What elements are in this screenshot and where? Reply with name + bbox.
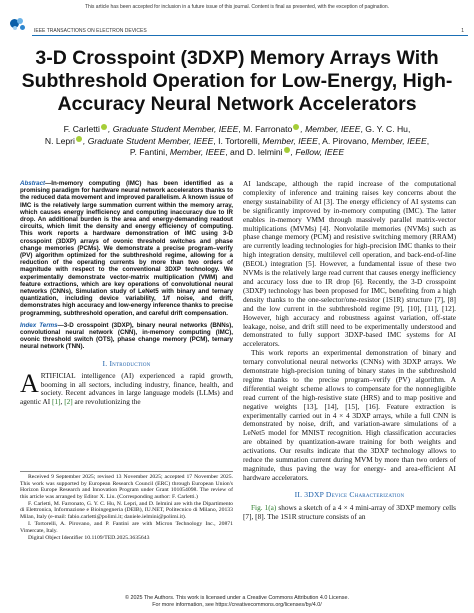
author-name: P. Fantini, — [129, 147, 170, 157]
author-name: , I. Tortorelli, — [213, 135, 263, 146]
left-column — [20, 180, 233, 407]
intro-text: intelligence (AI) experienced a rapid growth, booming in all sectors, including industry, finance, health, and society. Recent advances in large language models (LLMs) and agentic AI — [20, 370, 233, 407]
paragraph: This work reports an experimental demonstration of binary and ternary convolutional neural networks (CNNs) with 3DXP arrays. We demonstrate high-precision tuning of binary states in the subthreshold regime thanks to the precise program–verify (PV) algorithm. A differential weight scheme allows to compensate for the nonnegligible read current of the high-resistive state (HRS) and to map positive and negative weights [13], [14], [15], [16]. Feature extraction is experimentally carried out in 4 × 4 3DXP arrays, while a full CNN is demonstrated by noise, drift, and variation-aware simulations of a LeNet5 model for MNIST recognition. High classification accuracies are obtained by quantization-aware training for both weights and activations. Our results indicate that the 3DXP technology allows to reduce the summation current during MVM by more than two orders of magnitude, thus paving the way for energy- and area-efficient AI hardware accelerators. — [243, 348, 456, 482]
footnote-doi: Digital Object Identifier 10.1109/TED.2025.3635643 — [28, 534, 150, 541]
index-terms — [20, 322, 233, 351]
citation-link[interactable]: [2] — [64, 397, 73, 407]
figure-link[interactable]: Fig. 1(a) — [251, 502, 277, 512]
index-terms-label: Index Terms — [20, 321, 58, 329]
journal-header — [10, 17, 468, 39]
license-line: © 2025 The Authors. This work is licensed under a Creative Commons Attribution 4.0 License. — [124, 595, 349, 601]
orcid-icon[interactable] — [293, 124, 299, 130]
abstract-label: Abstract — [20, 180, 46, 187]
author-name: , — [426, 135, 430, 146]
paragraph-text: shows a sketch of a 4 × 4 mini-array of 3DXP memory cells [7], [8]. The 1S1R structure consists of an — [243, 502, 456, 521]
section-heading-characterization: II. 3DXP Device Characterization — [294, 489, 405, 499]
author-list — [20, 124, 454, 159]
author-affiliation: Member, IEEE — [262, 135, 318, 146]
author-name: F. Carletti — [63, 124, 100, 134]
intro-text: are revolutionizing the — [72, 397, 141, 407]
orcid-icon[interactable] — [284, 147, 290, 153]
section-heading-introduction: I. Introduction — [102, 358, 151, 368]
citation-link[interactable]: [1] — [52, 397, 61, 407]
author-affiliation: , Graduate Student Member, IEEE — [107, 124, 239, 134]
footnote-affiliation-micron: I. Tortorelli, A. Pirovano, and P. Fantini are with Micron Technology Inc., 20871 Vimercate, Italy. — [20, 521, 233, 534]
author-name: , and D. Ielmini — [225, 147, 283, 157]
author-affiliation: , Member, IEEE — [300, 124, 361, 134]
author-affiliation: Member, IEEE — [169, 147, 226, 157]
introduction-paragraph — [20, 368, 233, 408]
paper-title: 3-D Crosspoint (3DXP) Memory Arrays With Subthreshold Operation for Low-Energy, High-Accuracy Neural Network Accelerators — [21, 47, 453, 115]
page-number: 1 — [461, 28, 464, 34]
intro-text: , — [60, 397, 65, 407]
abstract-text: —In-memory computing (IMC) has been identified as a promising paradigm for hardware neural network accelerators thanks to the reduced data movement and improved parallelism. A known issue of IMC is the relatively large summation current within the memory array, which causes energy inefficiency and computing inaccuracy due to IR drop. An additional burden is the area and energy-demanding readout circuits, which limit the density and energy efficiency of computing. This work reports a hardware demonstration of IMC using 3-D crosspoint (3DXP) arrays of ovonic threshold switches and phase change memories (PCMs). We demonstrate a precise program–verify (PV) algorithm optimized for the subthreshold regime, allowing for a reduction of the operating currents by more than two orders of magnitude with respect to the conventional 3DXP technology. We experimentally demonstrate vector-matrix multiplication (VMM) and feature extractions, which are key operations of convolutional neural networks (CNNs), Simulation study of LeNet5 with binary and ternary quantization, including device variability, 1/f noise, and drift, demonstrates high accuracy and low-energy inference thanks to precise programming, subthreshold operation, and careful drift compensation. — [20, 180, 233, 317]
footnote-received: Received 9 September 2025; revised 13 November 2025; accepted 17 November 2025. This work was supported by European Research Council (ERC) through European Union's Horizon Europe Research and Innovation Program under Grant 101054098. The review of this article was arranged by Editor X. Liu. (Corresponding author: F. Carletti.) — [20, 474, 233, 500]
license-link[interactable]: For more information, see https://creativecommons.org/licenses/by/4.0/ — [152, 602, 322, 608]
author-affiliation: , Fellow, IEEE — [290, 147, 345, 157]
journal-name: IEEE TRANSACTIONS ON ELECTRON DEVICES — [34, 28, 147, 34]
drop-cap: A — [20, 368, 39, 398]
acceptance-note: This article has been accepted for inclusion in a future issue of this journal. Content is final as presented, with the exception of pagination. — [84, 4, 390, 10]
author-affiliation: , Graduate Student Member, IEEE — [82, 135, 214, 146]
author-name: , A. Pirovano, — [317, 135, 372, 146]
index-terms-text: —3-D crosspoint (3DXP), binary neural networks (BNNs), convolutional neural network (CNN), in-memory computing (IMC), ovonic threshold switch (OTS), phase change memory (PCM), ternary neural network (TNN). — [20, 321, 233, 351]
license-notice — [0, 595, 474, 609]
author-name: , M. Farronato — [238, 124, 293, 134]
footnotes — [20, 471, 233, 542]
orcid-icon[interactable] — [76, 136, 82, 142]
right-column — [243, 180, 456, 522]
abstract — [20, 180, 233, 317]
paragraph — [243, 504, 456, 522]
header-rule — [32, 35, 468, 36]
intro-first-word: RTIFICIAL — [40, 370, 76, 380]
orcid-icon[interactable] — [101, 124, 107, 130]
footnote-affiliation-polimi: F. Carletti, M. Farronato, G. Y. C. Hu, N. Lepri, and D. Ielmini are with the Dipartimento di Elettronica, Informazione e Bioingegneria (DEIB), IU.NET, Politecnico di Milano, 20133 Milan, Italy (e-mail: fabio.carletti@polimi.it; daniele.ielmini@polimi.it). — [20, 500, 233, 521]
author-name: , G. Y. C. Hu, — [360, 124, 411, 134]
author-affiliation: Member, IEEE — [371, 135, 427, 146]
paragraph: AI landscape, although the rapid increase of the computational complexity of inference and training raises key concerns about the energy sustainability of AI [3]. The energy efficiency of AI systems can be significantly improved by in-memory computing (IMC). The latter enables in-memory VMM through massively parallel matrix-vector multiplications (MVMs) [4]. Nonvolatile memories (NVMs) such as phase change memory (PCM) and resistive switching memory (RRAM) are currently leading technologies for high-precision IMC thanks to their high integration density, multilevel cell operation, and back-end-of-line (BEOL) integration [5]. However, a fundamental issue of these two NVMs is the relatively large read current that causes energy inefficiency and accuracy loss due to IR drop [6]. Recently, the 3-D crosspoint (3DXP) technology has been proposed for IMC, benefiting from a high density thanks to the one-selector/one-resistor (1S1R) structure [7], [8] and the low current in the subthreshold regime [9], [10], [11], [12]. However, high accuracy and robustness against variation, off-state leakage, noise, and drift still need to be experimentally understood and demonstrated to fully support 3DXP-based IMC systems for AI accelerators. — [243, 179, 456, 349]
author-name: N. Lepri — [44, 135, 75, 146]
